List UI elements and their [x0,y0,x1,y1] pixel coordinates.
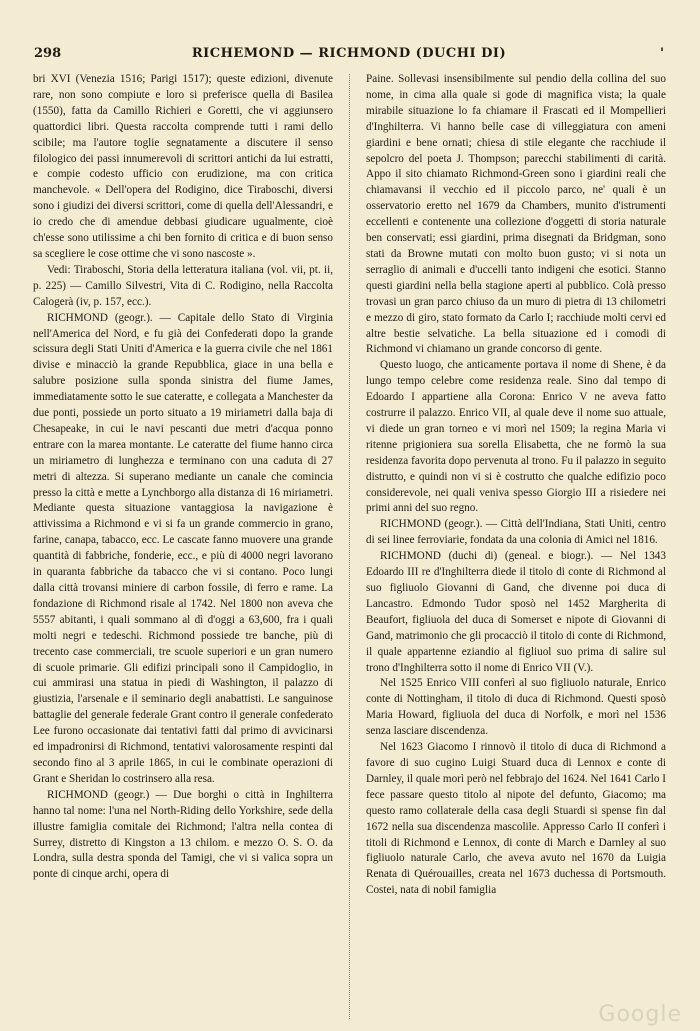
paragraph-henry-viii: Nel 1525 Enrico VIII conferì al suo figliuolo naturale, Enrico conte di Nottingham, il titolo di duca di Richmond. Questi sposò Maria Howard, figliuola del duca di Norfolk, e morì nel 1536 senza lasciare discendenza. [366,677,666,738]
page-header [34,44,664,66]
left-column [33,72,333,883]
running-title: RICHEMOND — RICHMOND (DUCHI DI) [191,46,507,61]
paragraph-richmond-virginia: RICHMOND (geogr.). — Capitale dello Stato di Virginia nell'America del Nord, e fu già dei Confederati dopo la grande scissura degli Stati Uniti d'America e la guerra civile che nel 1861 divise e minacciò la grande Repubblica, giace in una bella e salubre posizione sulla sponda sinistra del fiume James, immediatamente sotto le sue cateratte, e collegata a Manchester da due ponti, possiede un porto situato a 19 miriametri dalla baja di Chesapeake, in cui le navi pescanti due metri d'acqua ponno entrare con la marea montante. Le cateratte del fiume hanno circa un miriametro di lunghezza e terminano con una caduta di 27 metri di altezza. Si superano mediante un canale che comincia presso la città e mette a Lynchborgo alla distanza di 16 miriametri. Mediante questa situazione vantaggiosa la navigazione è attivissima a Richmond e vi si fa un grande commercio in grano, farine, canapa, tabacco, ecc. Le cascate fanno muovere una grande quantità di fabbriche, fonderie, ecc., e più di 4000 negri lavorano in quaranta fabbriche da tabacco che vi si contano. Poco lungi dalla città trovansi miniere di carbon fossile, di ferro e rame. La fondazione di Richmond risale al 1742. Nel 1800 non aveva che 5557 abitanti, i quali sommano al dì d'oggi a 63,600, fra i quali molti negri e tedeschi. Richmond possiede tre banche, più di trecento case commerciali, tre scuole superiori e un gran numero di scuole primarie. Gli edifizi principali sono il Campidoglio, in cui ammirasi una statua in piedi di Washington, il palazzo di giustizia, l'arsenale e il seminario degli anabattisti. Le sanguinose battaglie del generale federale Grant contro il generale confederato Lee furono occasionate dai tentativi fatti dal primo di avvicinarsi ed impadronirsi di Richmond, tentativi valorosamente respinti dal secondo fino al 3 aprile 1865, in cui le combinate operazioni di Grant e Sheridan lo costrinsero alla resa. [33,311,333,785]
paragraph-richmond-indiana: RICHMOND (geogr.). — Città dell'Indiana, Stati Uniti, centro di sei linee ferroviarie, fondata da una colonia di Amici nel 1816. [366,518,666,547]
paragraph-shene: Questo luogo, che anticamente portava il nome di Shene, è da lungo tempo celebre come residenza reale. Sino dal tempo di Edoardo I appartiene alla Corona: Enrico V ne aveva fatto costrurre il palazzo. Enrico VII, al quale deve il nome suo attuale, vi diede un gran torneo e vi morì nel 1509; la regina Maria vi ritenne prigioniera sua sorella Elisabetta, che ne formò la sua residenza favorita dopo pervenuta al trono. Fu il palazzo in seguito distrutto, e quindi non vi si è costrutto che qualche edifizio poco considerevole, nei quali veniva spesso Giorgio III a risiedere nei primi anni del suo regno. [366,359,666,515]
right-column [366,72,666,899]
paragraph-references: Vedi: Tiraboschi, Storia della letteratura italiana (vol. vii, pt. ii, p. 225) — Camillo Silvestri, Vita di C. Rodigino, nella Raccolta Calogerà (iv, p. 157, ecc.). [33,263,333,308]
column-divider [349,74,350,1019]
paragraph-richmond-dukes: RICHMOND (duchi di) (geneal. e biogr.). — Nel 1343 Edoardo III re d'Inghilterra diede il titolo di conte di Richmond al suo figliuolo Giovanni di Gand, che divenne poi duca di Lancastro. Edmondo Tudor sposò nel 1452 Margherita di Beaufort, figliuola del duca di Somerset e nipote di Giovanni di Gand, matrimonio che gli procacciò il titolo di conte di Richmond, il quale appartenne eziandio al figliuol suo prima di salire sul trono d'Inghilterra sotto il nome di Enrico VII (V.). [366,550,666,674]
paragraph-james-i: Nel 1623 Giacomo I rinnovò il titolo di duca di Richmond a favore di suo cugino Luigi Stuard duca di Lennox e conte di Darnley, il quale morì però nel febbrajo del 1624. Nel 1641 Carlo I fece passare questo titolo al nipote del defunto, Giacomo; ma questo ramo collaterale della casa degli Stuardi si spense fin dal 1672 nella sua discendenza mascolile. Appresso Carlo II conferì i titoli di Richmond e Lennox, di conte di March e Darnley al suo figliuolo naturale Carlo, che aveva avuto nel 1670 da Luigia Renata di Quérouailles, creata nel 1673 duchessa di Portsmouth. Costei, nata di nobil famiglia [366,741,667,897]
watermark: Google [598,1002,682,1027]
paragraph-richmond-surrey-continued: Paine. Sollevasi insensibilmente sul pendio della collina del suo nome, in cima alla quale si gode di magnifica vista; la quale mirabile situazione lo fa chiamare il Frascati ed il Mompellieri d'Inghilterra. Vi hanno belle case di villeggiatura con ameni giardini e bene ornati; chiesa di stile elegante che racchiude il sepolcro del poeta J. Thompson; parecchi stabilimenti di carità. Appo il sito chiamato Richmond-Green sono i giardini reali che chiamavansi il vecchio ed il piccolo parco, ne' quali è un osservatorio eretto nel 1679 da Chambers, munito d'istrumenti eccellenti e contenente una collezione d'oggetti di storia naturale ben conservati; essi giardini, prima disegnati da Bridgman, sono stati da Browne mutati con molto buon gusto; vi si nota un serraglio di animali e d'uccelli tanto indigeni che esotici. Stanno questi giardini nella bella stagione aperti al pubblico. Colà presso trovasi un gran parco chiuso da un muro di pietra di 13 chilometri e mezzo di giro, stato formato da Carlo I; racchiude molti cervi ed altre bestie selvatiche. La bella situazione ed i comodi di Richmond vi chiamano un grande concorso di gente. [366,73,666,356]
paragraph-richmond-england: RICHMOND (geogr.) — Due borghi o città in Inghilterra hanno tal nome: l'una nel North-Riding dello Yorkshire, sede della illustre famiglia comitale dei Richmond; l'altra nella contea di Surrey, distretto di Kingston a 13 chilom. e mezzo O. S. O. da Londra, sulla destra sponda del Tamigi, che vi si valica sopra un ponte di cinque archi, opera di [33,788,333,881]
page-number: 298 [34,46,62,61]
paragraph-rodigino-continued: bri XVI (Venezia 1516; Parigi 1517); queste edizioni, divenute rare, non sono compiute e loro si preferisce quella di Basilea (1550), fatta da Camillo Richieri e Goretti, che vi aggiunsero quattordici libri. Questa raccolta comprende tutti i rami dello scibile; ma l'autore toglie segnatamente a discutere il senso filologico dei passi innumerevoli di scrittori antichi da lui estratti, e compie codesto ufficio con erudizione, ma con critica manchevole. « Dell'opera del Rodigino, dice Tiraboschi, diversi sono i giudizi dei diversi scrittori, come di quella dell'Alessandri, e io credo che di amendue debbasi giudicare ugualmente, cioè ch'esse sono utilissime a chi ben fornito di critica e di buon senso sa scegliere le cose ottime che vi sono nascoste ». [33,73,333,260]
header-mark: ' [660,46,664,61]
